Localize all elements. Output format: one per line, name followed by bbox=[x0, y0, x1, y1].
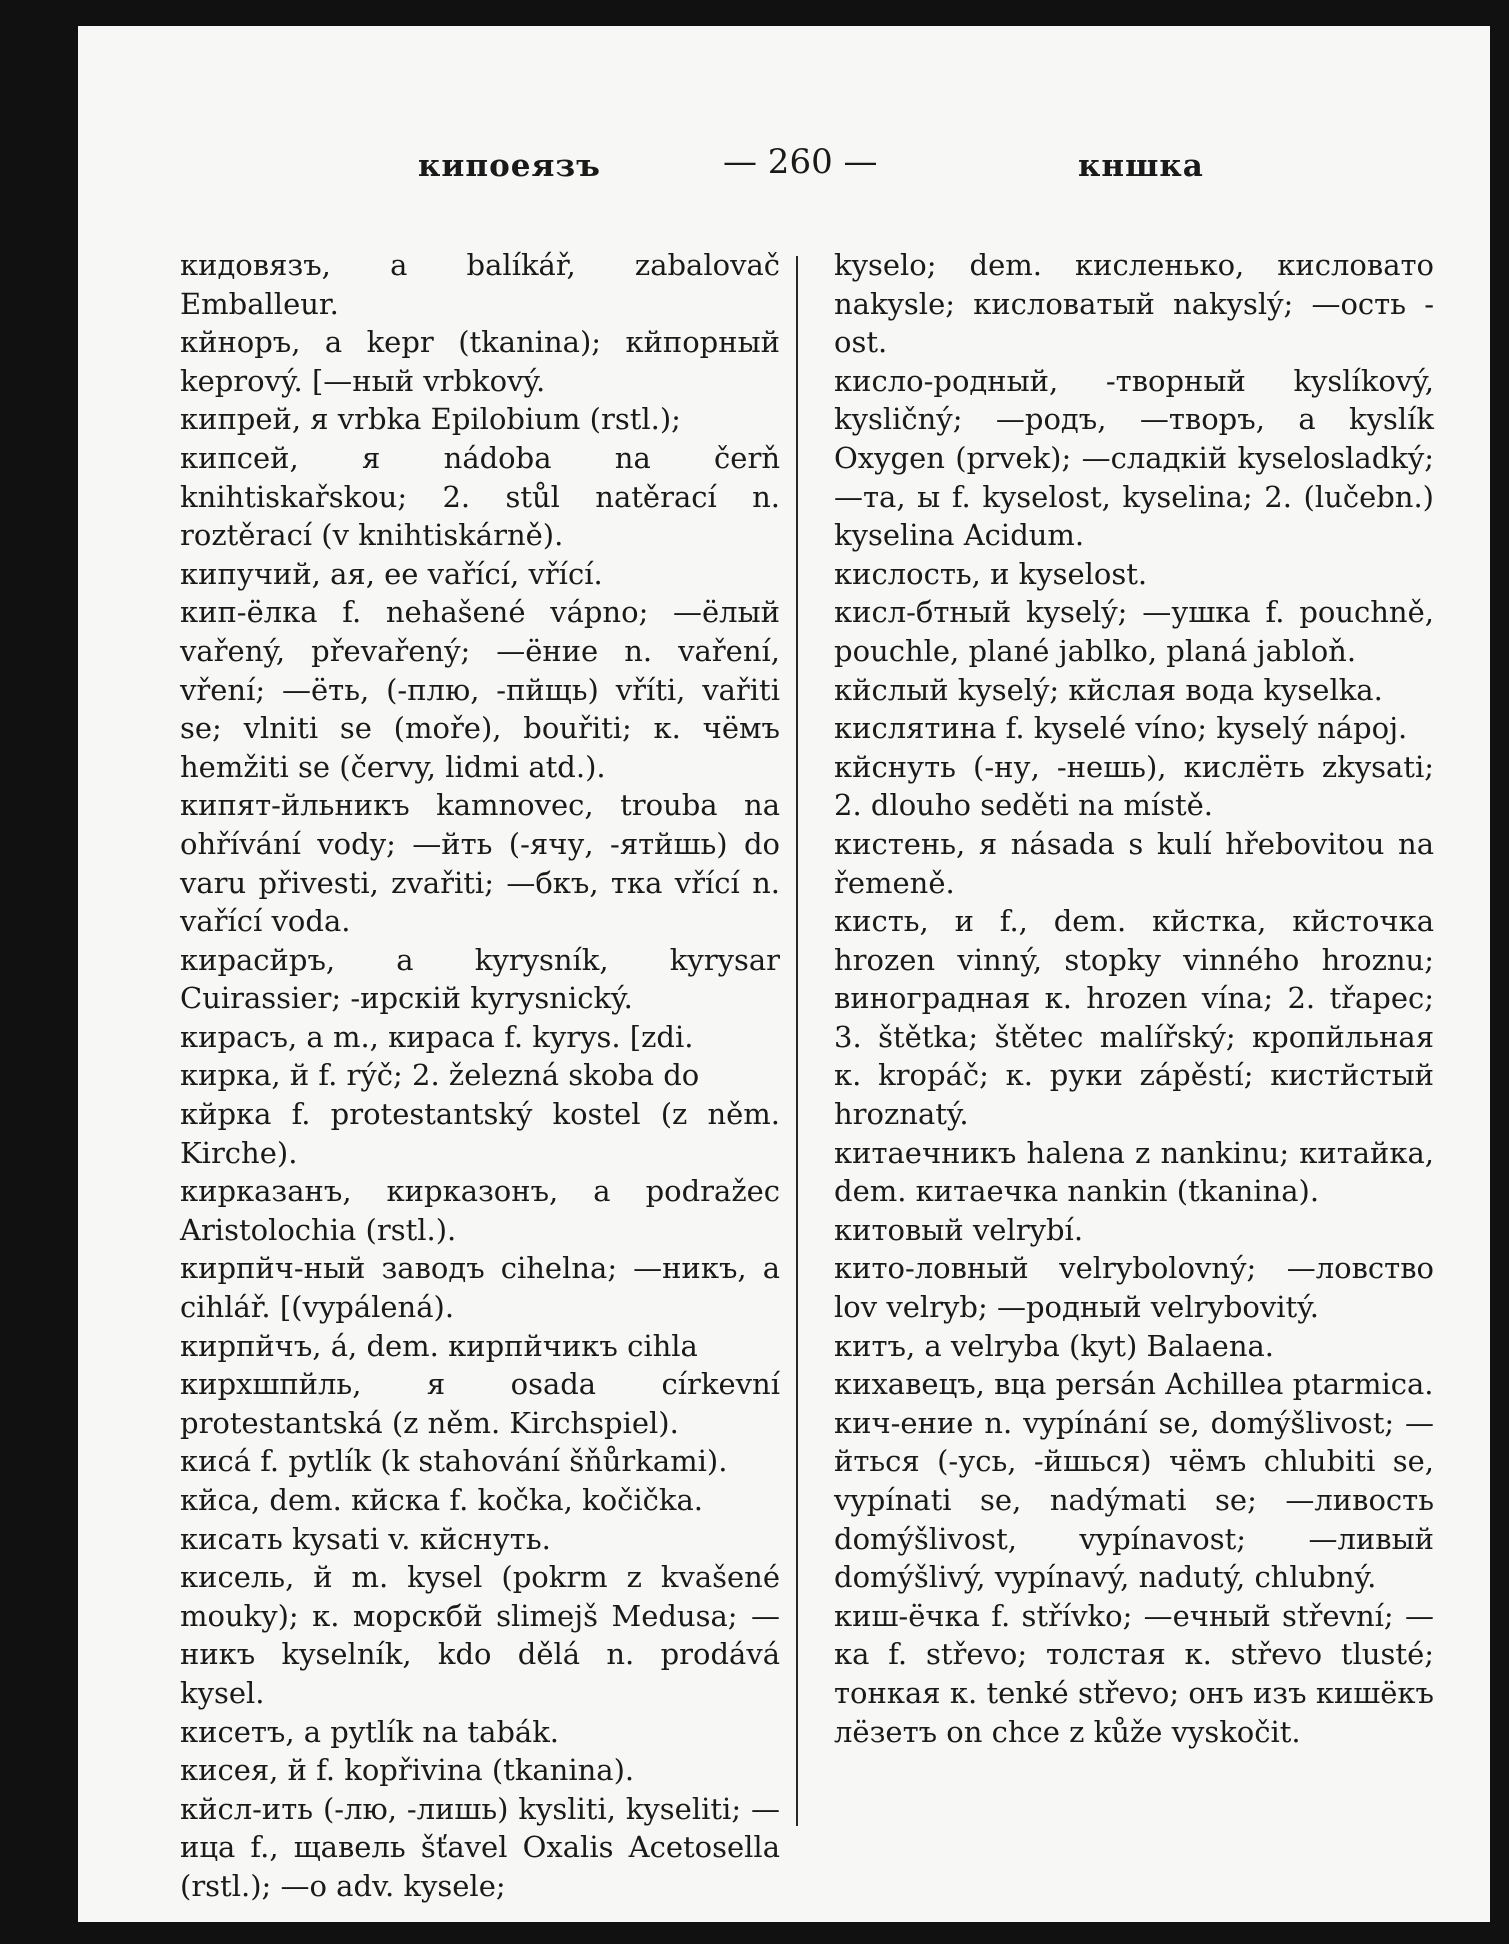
dictionary-entry: кисть, и f., dem. кйстка, кйсточка hrozen vinný, stopky vinného hroznu; виноградная к. hrozen vína; 2. třapec; 3. štětka; štětec malířský; кропйльная к. kropáč; к. руки zápěstí; кистйстый hroznatý. bbox=[834, 904, 1434, 1132]
dictionary-entry: кирпйчъ, á, dem. кирпйчикъ cihla bbox=[180, 1328, 698, 1363]
page-number: — 260 — bbox=[723, 142, 878, 182]
column-divider bbox=[796, 256, 798, 1826]
dictionary-entry: кирасйръ, а kyrysník, kyrysar Cuirassier; -ирскій kyrysnický. bbox=[180, 942, 780, 1016]
dictionary-entry: кич-ение n. vypínání se, domýšlivost; —йться (-усь, -йшься) чёмъ chlubiti se, vypínati se, nadýmati se; —ливость domýšlivost, vypínavost; —ливый domýšlivý, vypínavý, nadutý, chlubný. bbox=[834, 1405, 1434, 1595]
dictionary-entry: кипсей, я nádoba na čerň knihtiskařskou; 2. stůl natěrací n. roztěrací (v knihtiskárně). bbox=[180, 440, 780, 553]
dictionary-page bbox=[78, 26, 1490, 1922]
dictionary-entry: кисель, й m. kysel (pokrm z kvašené mouky); к. морскбй slimejš Medusa; —никъ kyselník, kdo dělá n. prodává kysel. bbox=[180, 1560, 780, 1710]
dictionary-entry: кйслый kyselý; кйслая вода kyselka. bbox=[834, 672, 1383, 707]
dictionary-entry: кип-ёлка f. nehašené vápno; —ёлый vařený, převařený; —ёние n. vaření, vření; —ёть, (-плю, -пйщь) vříti, vařiti se; vlniti se (moře), bouřiti; к. чёмъ hemžiti se (červy, lidmi atd.). bbox=[180, 595, 780, 784]
dictionary-entry: кирпйч-ный заводъ cihelna; —никъ, а cihlář. [(vypálená). bbox=[180, 1251, 780, 1325]
dictionary-entry: кйснуть (-ну, -нешь), кислёть zkysati; 2. dlouho seděti na místě. bbox=[834, 749, 1434, 823]
dictionary-entry: кирасъ, а m., кираса f. kyrys. [zdi. bbox=[180, 1019, 694, 1054]
dictionary-entry: кидовязъ, а balíkář, zabalovač Emballeur. bbox=[180, 248, 780, 321]
left-guide-word: кипоеязъ bbox=[418, 148, 601, 184]
dictionary-entry: кирказанъ, кирказонъ, а podražec Aristolochia (rstl.). bbox=[180, 1174, 780, 1247]
dictionary-entry: китовый velrybí. bbox=[834, 1212, 1084, 1247]
dictionary-entry: кихавецъ, вца persán Achillea ptarmica. bbox=[834, 1367, 1434, 1402]
dictionary-entry: кито-ловный velrybolovný; —ловство lov velryb; —родный velrybovitý. bbox=[834, 1251, 1434, 1325]
right-column bbox=[834, 246, 1434, 1751]
dictionary-entry: kyselo; dem. кисленько, кисловато nakysle; кисловатый nakyslý; —ость -ost. bbox=[834, 248, 1434, 360]
left-column bbox=[180, 246, 780, 1906]
dictionary-entry: кисетъ, а pytlík na tabák. bbox=[180, 1714, 560, 1749]
dictionary-entry: китъ, а velryba (kyt) Balaena. bbox=[834, 1328, 1274, 1363]
dictionary-entry: кипрей, я vrbka Epilobium (rstl.); bbox=[180, 402, 681, 437]
dictionary-entry: кйса, dem. кйска f. kočka, kočička. bbox=[180, 1483, 703, 1517]
dictionary-entry: кирка, й f. rýč; 2. železná skoba do bbox=[180, 1058, 700, 1093]
dictionary-entry: киш-ёчка f. střívko; —ечный střevní; —ка f. střevo; толстая к. střevo tlusté; тонкая к. tenké střevo; онъ изъ кишёкъ лёзетъ on chce z kůže vyskočit. bbox=[834, 1598, 1434, 1749]
dictionary-entry: кипят-йльникъ kamnovec, trouba na ohřívání vody; —йть (-ячу, -ятйшь) do varu přivesti, zvařiti; —бкъ, тка vřící n. vařící voda. bbox=[180, 788, 780, 939]
dictionary-entry: кйноръ, а kepr (tkanina); кйпорный keprový. [—ный vrbkový. bbox=[180, 325, 780, 398]
dictionary-entry: кирхшпйль, я osada církevní protestantská (z něm. Kirchspiel). bbox=[180, 1367, 780, 1440]
dictionary-entry: кйсл-ить (-лю, -лишь) kysliti, kyseliti; —ица f., щавель šťavel Oxalis Acetosella (rstl.); —о adv. kysele; bbox=[180, 1791, 780, 1903]
dictionary-entry: кисать kysati v. кйснуть. bbox=[180, 1521, 551, 1556]
dictionary-entry: кйрка f. protestantský kostel (z něm. Kirche). bbox=[180, 1097, 780, 1170]
dictionary-entry: кисея, й f. kopřivina (tkanina). bbox=[180, 1753, 635, 1788]
dictionary-entry: кислость, и kyselost. bbox=[834, 556, 1148, 591]
dictionary-entry: кисá f. pytlík (k stahování šňůrkami). bbox=[180, 1444, 728, 1479]
dictionary-entry: кипучий, ая, ее vařící, vřící. bbox=[180, 556, 603, 591]
dictionary-entry: кислятина f. kyselé víno; kyselý nápoj. bbox=[834, 711, 1408, 746]
page-header bbox=[78, 142, 1490, 198]
right-guide-word: кншка bbox=[1078, 148, 1204, 184]
dictionary-entry: кистень, я násada s kulí hřebovitou na řemeně. bbox=[834, 826, 1434, 900]
dictionary-entry: китаечникъ halena z nankinu; китайка, dem. китаечка nankin (tkanina). bbox=[834, 1135, 1434, 1209]
dictionary-entry: кисл-бтный kyselý; —ушка f. pouchně, pouchle, plané jablko, planá jabloň. bbox=[834, 595, 1434, 668]
dictionary-entry: кисло-родный, -творный kyslíkový, kysličný; —родъ, —творъ, а kyslík Oxygen (prvek); —сладкій kyselosladký; —та, ы f. kyselost, kyselina; 2. (lučebn.) kyselina Acidum. bbox=[834, 363, 1434, 553]
